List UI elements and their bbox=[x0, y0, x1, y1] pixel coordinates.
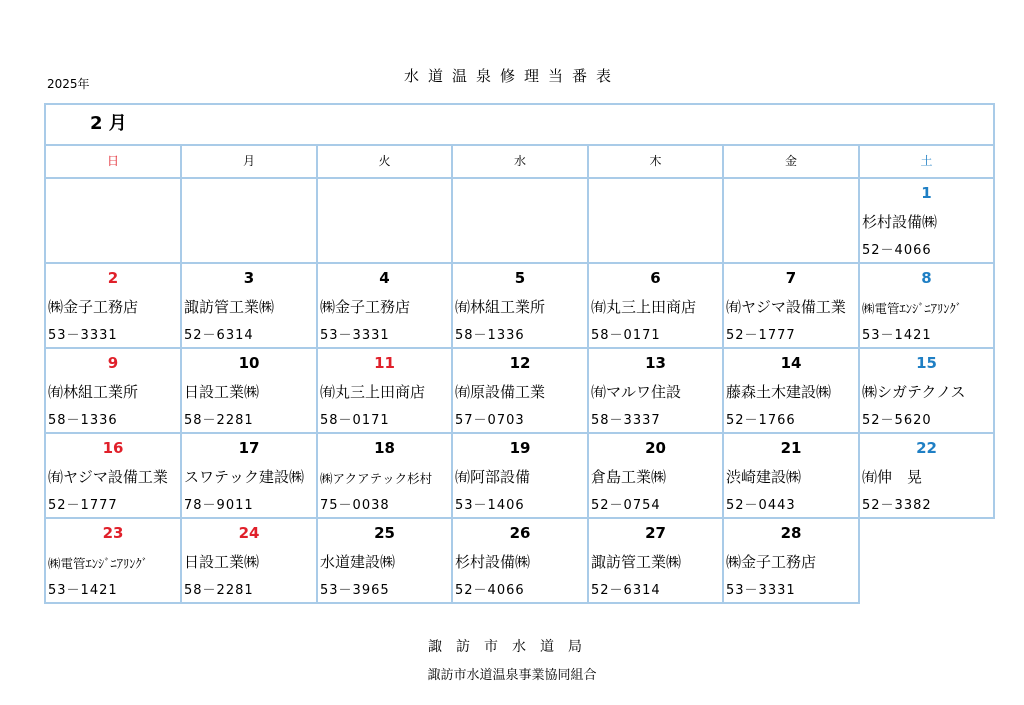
company-name: ㈱金子工務店 bbox=[726, 553, 817, 571]
day-number: 17 bbox=[238, 439, 260, 457]
phone-number: 52－1777 bbox=[726, 328, 796, 343]
phone-number: 58－2281 bbox=[184, 413, 254, 428]
company-name: 諏訪管工業㈱ bbox=[184, 298, 275, 316]
day-cell bbox=[452, 348, 588, 433]
day-number: 4 bbox=[379, 269, 390, 287]
month-label: 2 月 bbox=[90, 113, 127, 134]
day-number: 3 bbox=[243, 269, 255, 287]
day-number: 25 bbox=[374, 524, 395, 542]
footer-association: 諏訪市水道温泉事業協同組合 bbox=[427, 668, 597, 683]
day-cell bbox=[723, 348, 859, 433]
day-cell bbox=[45, 433, 181, 518]
day-number: 18 bbox=[374, 439, 395, 457]
footer-office: 諏訪市水道局 bbox=[428, 639, 596, 655]
day-cell bbox=[723, 433, 859, 518]
company-name: 倉島工業㈱ bbox=[591, 468, 667, 486]
phone-number: 52－4066 bbox=[862, 243, 932, 258]
day-cell bbox=[181, 263, 317, 348]
phone-number: 58－1336 bbox=[455, 328, 525, 343]
day-cell bbox=[859, 348, 994, 433]
day-cell bbox=[859, 178, 994, 263]
day-number: 26 bbox=[509, 524, 531, 542]
day-cell bbox=[181, 433, 317, 518]
day-number: 16 bbox=[102, 439, 124, 457]
empty-day-cell bbox=[317, 178, 452, 263]
company-name: ㈲丸三上田商店 bbox=[320, 383, 426, 401]
week-row bbox=[45, 518, 994, 603]
day-number: 19 bbox=[509, 439, 531, 457]
phone-number: 53－1421 bbox=[48, 583, 118, 598]
day-number: 5 bbox=[514, 269, 526, 287]
company-name: ㈱アクアテック杉村 bbox=[320, 471, 433, 486]
day-cell bbox=[859, 433, 994, 518]
day-cell bbox=[723, 518, 859, 603]
week-row bbox=[45, 178, 994, 263]
day-cell bbox=[859, 263, 994, 348]
phone-number: 52－6314 bbox=[591, 583, 661, 598]
day-number: 1 bbox=[921, 184, 932, 202]
year-label: 2025年 bbox=[47, 77, 90, 91]
company-name: ㈱金子工務店 bbox=[48, 298, 139, 316]
day-number: 23 bbox=[102, 524, 124, 542]
empty-day-cell bbox=[588, 178, 723, 263]
phone-number: 52－1766 bbox=[726, 413, 796, 428]
day-number: 11 bbox=[374, 354, 395, 372]
company-name: 藤森土木建設㈱ bbox=[726, 383, 832, 401]
phone-number: 53－3965 bbox=[320, 583, 390, 598]
day-cell bbox=[588, 263, 723, 348]
day-cell bbox=[317, 433, 452, 518]
company-name: 渋崎建設㈱ bbox=[726, 468, 802, 486]
company-name: ㈲原設備工業 bbox=[455, 383, 546, 401]
day-cell bbox=[317, 263, 452, 348]
day-number: 10 bbox=[238, 354, 260, 372]
day-cell bbox=[45, 263, 181, 348]
week-row bbox=[45, 263, 994, 348]
phone-number: 52－3382 bbox=[862, 498, 932, 513]
weekday-header-wed: 水 bbox=[452, 145, 588, 178]
phone-number: 58－3337 bbox=[591, 413, 661, 428]
phone-number: 52－1777 bbox=[48, 498, 118, 513]
day-cell bbox=[723, 263, 859, 348]
day-number: 27 bbox=[645, 524, 666, 542]
company-name: 杉村設備㈱ bbox=[455, 553, 531, 571]
day-number: 8 bbox=[921, 269, 932, 287]
phone-number: 52－0443 bbox=[726, 498, 796, 513]
day-cell bbox=[588, 348, 723, 433]
company-name: ㈱金子工務店 bbox=[320, 298, 411, 316]
day-cell bbox=[452, 433, 588, 518]
phone-number: 75－0038 bbox=[320, 498, 390, 513]
phone-number: 78－9011 bbox=[184, 498, 254, 513]
company-name: ㈲伸 晃 bbox=[862, 468, 923, 486]
weekday-header-tue: 火 bbox=[317, 145, 452, 178]
company-name: 日設工業㈱ bbox=[184, 553, 260, 571]
empty-day-cell bbox=[45, 178, 181, 263]
page-title: 水道温泉修理当番表 bbox=[403, 67, 620, 85]
day-cell bbox=[452, 518, 588, 603]
company-name: スワテック建設㈱ bbox=[184, 468, 305, 486]
day-cell bbox=[317, 348, 452, 433]
company-name: 水道建設㈱ bbox=[320, 553, 396, 571]
day-cell bbox=[45, 518, 181, 603]
company-name: ㈲阿部設備 bbox=[455, 468, 531, 486]
phone-number: 52－5620 bbox=[862, 413, 932, 428]
day-cell bbox=[588, 518, 723, 603]
company-name: 日設工業㈱ bbox=[184, 383, 260, 401]
company-name: 杉村設備㈱ bbox=[862, 213, 938, 231]
company-name: ㈲ヤジマ設備工業 bbox=[48, 468, 168, 486]
company-name: ㈲マルワ住設 bbox=[591, 383, 682, 401]
day-number: 7 bbox=[785, 269, 797, 287]
empty-day-cell bbox=[181, 178, 317, 263]
day-cell bbox=[45, 348, 181, 433]
day-cell bbox=[181, 518, 317, 603]
phone-number: 57－0703 bbox=[455, 413, 525, 428]
duty-calendar bbox=[44, 103, 995, 604]
company-name: ㈲林組工業所 bbox=[48, 383, 139, 401]
day-number: 20 bbox=[645, 439, 666, 457]
phone-number: 53－1421 bbox=[862, 328, 932, 343]
day-number: 6 bbox=[650, 269, 661, 287]
empty-day-cell bbox=[452, 178, 588, 263]
day-number: 9 bbox=[107, 354, 119, 372]
company-name: ㈱電管ｴﾝｼﾞﾆｱﾘﾝｸﾞ bbox=[48, 556, 149, 571]
phone-number: 58－2281 bbox=[184, 583, 254, 598]
week-row bbox=[45, 348, 994, 433]
day-number: 28 bbox=[780, 524, 802, 542]
day-number: 15 bbox=[916, 354, 937, 372]
phone-number: 58－1336 bbox=[48, 413, 118, 428]
weekday-header-fri: 金 bbox=[723, 145, 859, 178]
phone-number: 58－0171 bbox=[320, 413, 390, 428]
phone-number: 53－3331 bbox=[48, 328, 118, 343]
phone-number: 58－0171 bbox=[591, 328, 661, 343]
company-name: ㈲林組工業所 bbox=[455, 298, 546, 316]
day-number: 21 bbox=[780, 439, 802, 457]
day-cell bbox=[317, 518, 452, 603]
day-number: 2 bbox=[107, 269, 119, 287]
company-name: 諏訪管工業㈱ bbox=[591, 553, 682, 571]
phone-number: 53－3331 bbox=[726, 583, 796, 598]
phone-number: 53－3331 bbox=[320, 328, 390, 343]
weekday-header-sat: 土 bbox=[859, 145, 994, 178]
day-number: 22 bbox=[916, 439, 937, 457]
day-cell bbox=[588, 433, 723, 518]
day-number: 14 bbox=[780, 354, 802, 372]
day-cell bbox=[181, 348, 317, 433]
month-header-cell bbox=[45, 104, 994, 145]
day-number: 12 bbox=[509, 354, 531, 372]
day-number: 13 bbox=[645, 354, 666, 372]
day-number: 24 bbox=[238, 524, 260, 542]
company-name: ㈲丸三上田商店 bbox=[591, 298, 697, 316]
day-cell bbox=[452, 263, 588, 348]
phone-number: 52－4066 bbox=[455, 583, 525, 598]
company-name: ㈱シガテクノス bbox=[862, 383, 966, 401]
phone-number: 52－6314 bbox=[184, 328, 254, 343]
weekday-header-sun: 日 bbox=[45, 145, 181, 178]
weekday-header-mon: 月 bbox=[181, 145, 317, 178]
phone-number: 52－0754 bbox=[591, 498, 661, 513]
phone-number: 53－1406 bbox=[455, 498, 525, 513]
week-row bbox=[45, 433, 994, 518]
company-name: ㈱電管ｴﾝｼﾞﾆｱﾘﾝｸﾞ bbox=[862, 301, 963, 316]
company-name: ㈲ヤジマ設備工業 bbox=[726, 298, 846, 316]
empty-day-cell bbox=[723, 178, 859, 263]
empty-day-cell bbox=[859, 518, 994, 603]
weekday-header-thu: 木 bbox=[588, 145, 723, 178]
